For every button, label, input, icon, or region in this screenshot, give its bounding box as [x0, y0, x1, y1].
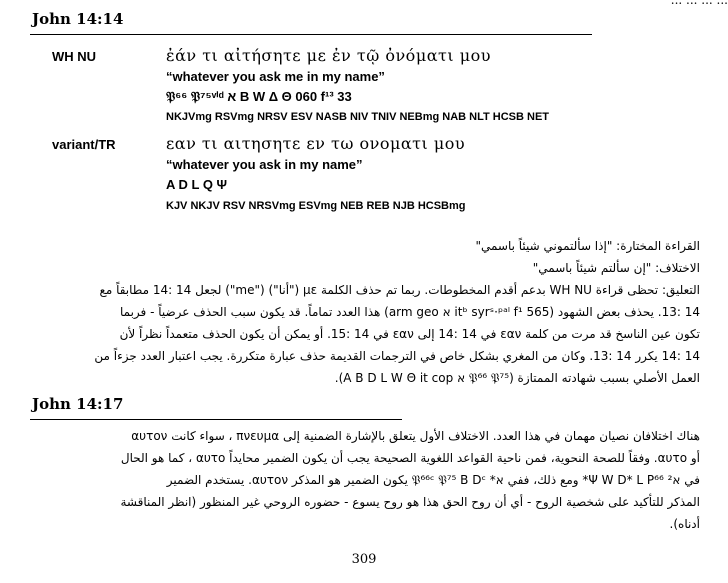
arabic-line: الاختلاف: "إن سألتم شيئاً باسمي" [532, 261, 700, 275]
manuscript-witnesses: 𝔓⁶⁶ 𝔓⁷⁵ᵛⁱᵈ א B W Δ Θ 060 f¹³ 33 [166, 89, 352, 104]
section-heading-john-14-17: John 14:17 [32, 395, 124, 413]
greek-text: εαν τι αιτησητε εν τω ονοματι μου [166, 134, 466, 153]
greek-text: ἐάν τι αἰτήσητε με ἐν τῷ ὀνόματι μου [166, 46, 491, 65]
arabic-line: القراءة المختارة: "إذا سألتموني شيئاً باسمي" [475, 239, 700, 253]
arabic-line: أدناه). [669, 517, 700, 531]
arabic-line: التعليق: تحظى قراءة WH NU بدعم أقدم المخطوطات. ربما تم حذف الكلمة με ("أنا") ("me") لجعل 14 :14 مطابقاً مع [99, 283, 700, 297]
arabic-line: العمل الأصلي بسبب شهادته الممتازة (𝔓⁶⁶ 𝔓⁷⁵ א A B D L W Θ it cop). [334, 371, 700, 385]
page-number: 309 [351, 552, 377, 567]
reading-label-variant-tr: variant/TR [52, 137, 116, 152]
heading-rule [30, 419, 402, 420]
version-list: NKJVmg RSVmg NRSV ESV NASB NIV TNIV NEBmg NAB NLT HCSB NET [166, 111, 550, 123]
english-translation: “whatever you ask in my name” [166, 157, 363, 172]
arabic-line: تكون عين الناسخ قد مرت من كلمة εαν في 14 :14 إلى εαν في 14 :15. أو يمكن أن يكون الحذف متعمداً نظراً لأن [119, 327, 700, 341]
arabic-line: في א² Ψ W D* L P⁶⁶* ومع ذلك، ففي א* 𝔓⁶⁶ᶜ 𝔓⁷⁵ B Dᶜ يكون الضمير هو المذكر αυτον. يستخدم الضمير [166, 473, 700, 487]
reading-label-wh-nu: WH NU [52, 49, 97, 64]
version-list: KJV NKJV RSV NRSVmg ESVmg NEB REB NJB HCSBmg [166, 200, 466, 212]
arabic-line: أو αυτο. وفقاً للصحة النحوية، فمن ناحية القواعد اللغوية الصحيحة يجب أن يكون الضمير محايداً αυτο ، كما هو الحال [120, 451, 700, 465]
arabic-line: 14 :13. يحذف بعض الشهود (565 itᵇ syrˢ·ᵖᵃˡ f¹ א arm geo) هذا العدد تماماً. قد يكون سبب الحذف عرضياً - فربما [119, 305, 700, 319]
top-cutoff-text: ... ... ... ... [670, 0, 728, 7]
section-heading-john-14-14: John 14:14 [32, 10, 124, 28]
arabic-line: المذكر للتأكيد على شخصية الروح - أي أن روح الحق هذا هو روح يسوع - حضوره الروحي غير المنظور (انظر المناقشة [120, 495, 700, 509]
arabic-line: 14 :14 يكرر 14 :13. وكان من المغري بشكل خاص في الترجمات القديمة حذف عبارة متكررة. يجب اعتبار العدد جزءاً من [94, 349, 700, 363]
english-translation: “whatever you ask me in my name” [166, 69, 385, 84]
arabic-line: هناك اختلافان نصيان مهمان في هذا العدد. الاختلاف الأول يتعلق بالإشارة الضمنية إلى πνευμα ، سواء كانت αυτον [131, 429, 700, 443]
heading-rule [30, 34, 592, 35]
manuscript-witnesses: A D L Q Ψ [166, 177, 228, 192]
